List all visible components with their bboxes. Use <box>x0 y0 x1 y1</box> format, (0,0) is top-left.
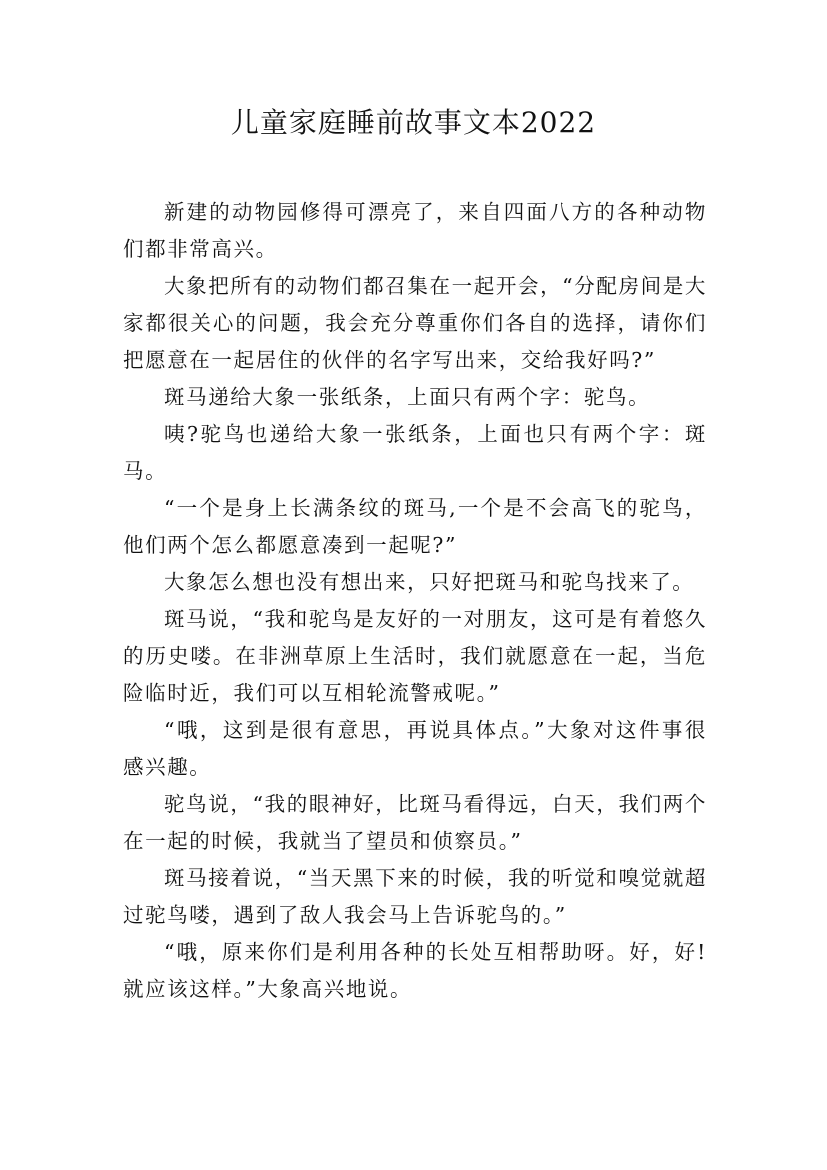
paragraph: 咦?驼鸟也递给大象一张纸条，上面也只有两个字：斑马。 <box>123 422 707 483</box>
paragraph: 大象怎么想也没有想出来，只好把斑马和驼鸟找来了。 <box>164 570 695 594</box>
paragraph: 斑马递给大象一张纸条，上面只有两个字：驼鸟。 <box>164 385 651 409</box>
document-body <box>123 194 707 1008</box>
paragraph: “一个是身上长满条纹的斑马,一个是不会高飞的驼鸟，他们两个怎么都愿意凑到一起呢?” <box>123 496 707 557</box>
paragraph: 新建的动物园修得可漂亮了，来自四面八方的各种动物们都非常高兴。 <box>123 200 707 261</box>
paragraph: 斑马说，“我和驼鸟是友好的一对朋友，这可是有着悠久的历史喽。在非洲草原上生活时，我们就愿意在一起，当危险临时近，我们可以互相轮流警戒呢。” <box>123 607 707 705</box>
paragraph: “哦，原来你们是利用各种的长处互相帮助呀。好，好!就应该这样。”大象高兴地说。 <box>123 940 707 1001</box>
paragraph: 大象把所有的动物们都召集在一起开会，“分配房间是大家都很关心的问题，我会充分尊重你们各自的选择，请你们把愿意在一起居住的伙伴的名字写出来，交给我好吗?” <box>123 274 707 372</box>
page-title: 儿童家庭睡前故事文本2022 <box>230 106 597 139</box>
paragraph: “哦，这到是很有意思，再说具体点。”大象对这件事很感兴趣。 <box>123 718 707 779</box>
paragraph: 驼鸟说，“我的眼神好，比斑马看得远，白天，我们两个在一起的时候，我就当了望员和侦察员。” <box>123 792 707 853</box>
paragraph: 斑马接着说，“当天黑下来的时候，我的听觉和嗅觉就超过驼鸟喽，遇到了敌人我会马上告诉驼鸟的。” <box>123 866 707 927</box>
